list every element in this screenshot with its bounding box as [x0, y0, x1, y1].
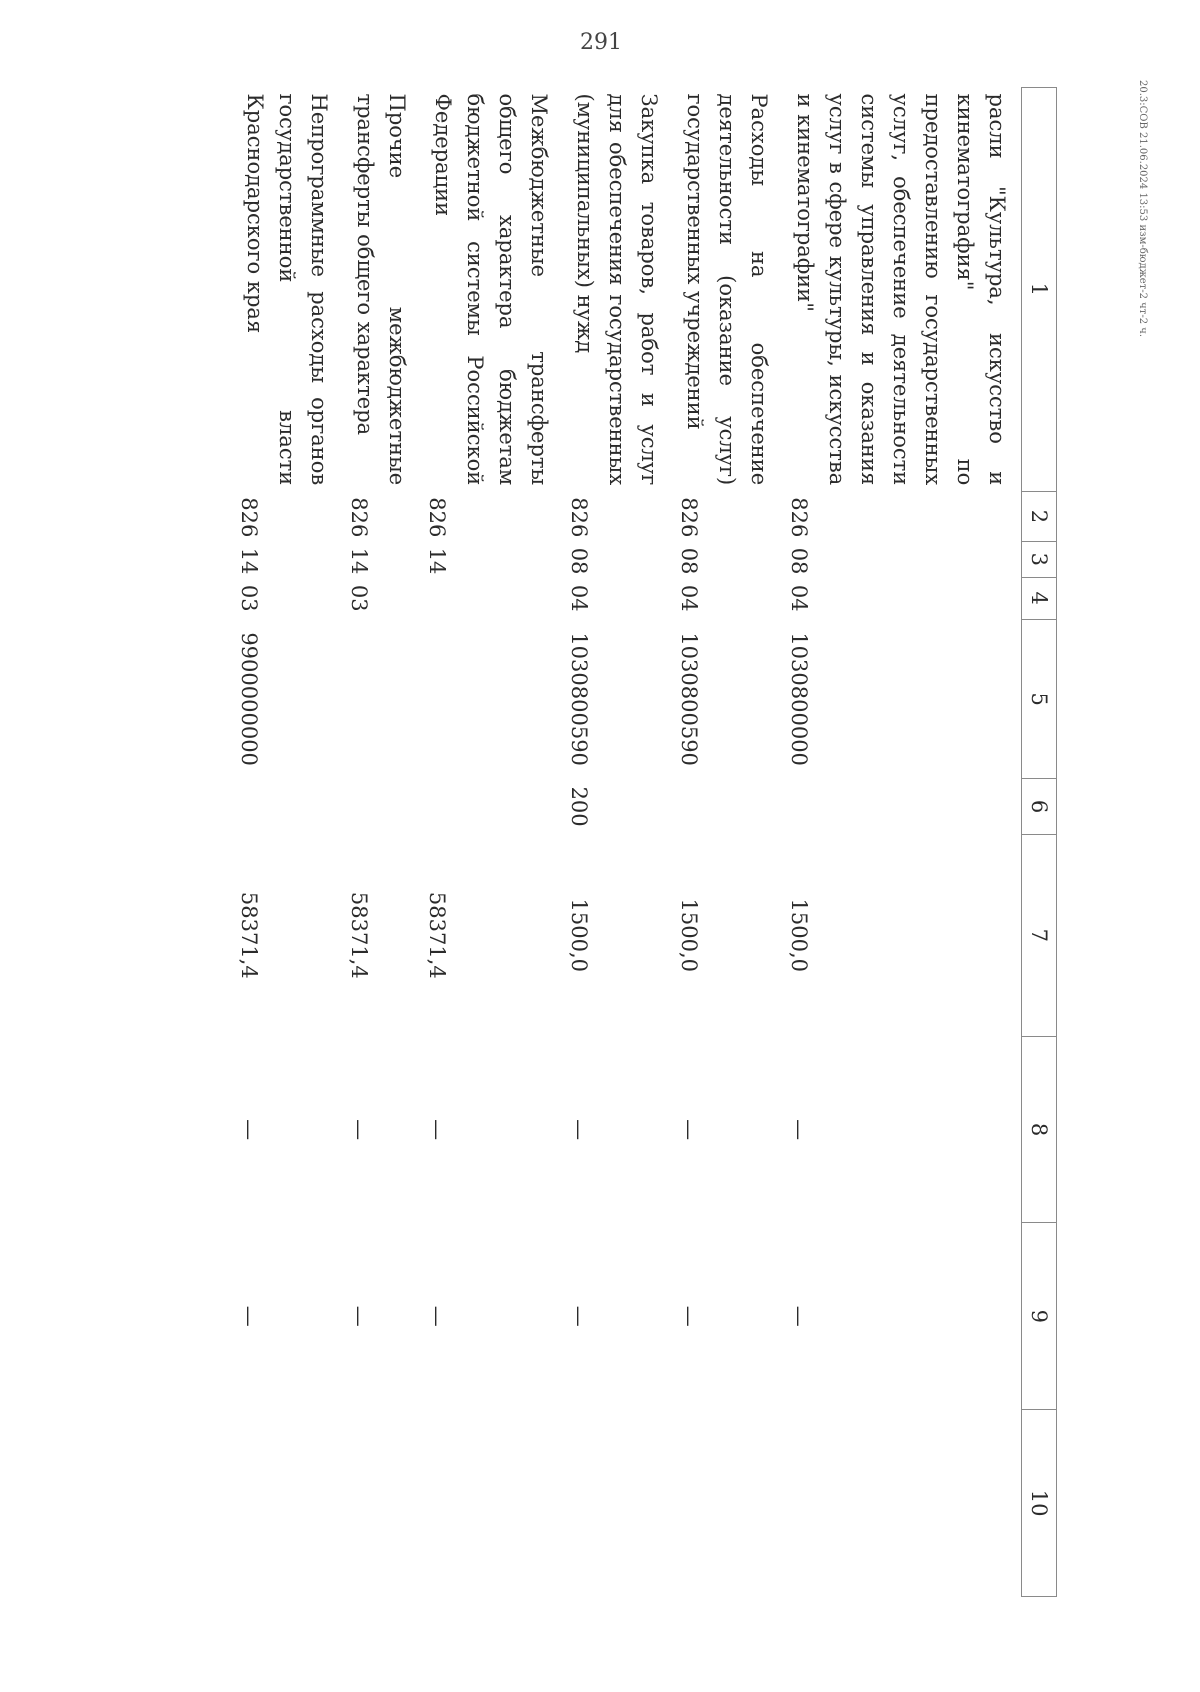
row-c10: — [237, 1305, 261, 1327]
table-row [233, 88, 343, 1597]
row-c5: 03 [237, 584, 261, 612]
footer-code: 20.3:СОВ 21.06.2024 13:53 изм-бюджет-2 чт-2 ч. [1137, 80, 1148, 338]
row-c10: — [787, 1305, 811, 1327]
table-header-row [1022, 88, 1057, 1597]
row-c5: 03 [347, 584, 371, 612]
table-row [563, 88, 673, 1597]
row-c9: — [425, 1119, 449, 1141]
row-c9: — [237, 1119, 261, 1141]
table-row [783, 88, 1022, 1597]
row-c7 [783, 779, 1022, 835]
table-row [421, 88, 563, 1597]
row-c8: 1500,0 [567, 898, 591, 973]
header-col-10: 10 [1022, 1410, 1057, 1597]
header-col-1: 1 [1022, 88, 1057, 492]
row-c10: — [567, 1305, 591, 1327]
row-name: Межбюджетные трансферты общего характера бюджетам бюджетной системы Российской Федерации [431, 93, 551, 486]
row-c6: 1030800590 [567, 632, 591, 766]
row-c4: 14 [425, 547, 449, 575]
row-c3: 826 [787, 497, 811, 538]
row-c6 [421, 619, 563, 778]
row-c5 [421, 577, 563, 619]
header-col-8: 8 [1022, 1036, 1057, 1223]
row-c7 [343, 779, 421, 835]
header-col-5: 5 [1022, 619, 1057, 778]
row-c7 [233, 779, 343, 835]
row-c7 [421, 779, 563, 835]
row-c4: 08 [677, 547, 701, 575]
row-c6: 1030800000 [787, 632, 811, 766]
row-name: расли "Культура, искусство и кинематография" по предоставлению государственных услуг, обеспечение деятельности системы управления и оказания услуг в сфере культуры, искусства и кинематографии" [793, 93, 1009, 486]
row-c3: 826 [237, 497, 261, 538]
row-c4: 08 [787, 547, 811, 575]
row-c4: 14 [237, 547, 261, 575]
row-c3: 826 [425, 497, 449, 538]
row-c3: 826 [347, 497, 371, 538]
row-c10: — [347, 1305, 371, 1327]
header-col-7: 7 [1022, 834, 1057, 1036]
row-c7 [673, 779, 783, 835]
header-col-2: 2 [1022, 491, 1057, 541]
row-c10: — [425, 1305, 449, 1327]
row-c8: 1500,0 [677, 898, 701, 973]
row-c8: 58371,4 [237, 891, 261, 979]
page-number: 291 [580, 30, 622, 55]
row-c5: 04 [787, 584, 811, 612]
row-c9: — [787, 1119, 811, 1141]
row-c3: 826 [567, 497, 591, 538]
table-row [673, 88, 783, 1597]
row-name: Непрограммные расходы органов государственной власти Краснодарского края [243, 93, 331, 486]
header-col-9: 9 [1022, 1223, 1057, 1410]
row-c9: — [677, 1119, 701, 1141]
row-name: Прочие межбюджетные трансферты общего характера [353, 93, 409, 486]
row-c6 [343, 619, 421, 778]
row-c9: — [347, 1119, 371, 1141]
header-col-6: 6 [1022, 779, 1057, 835]
row-c8: 58371,4 [347, 891, 371, 979]
budget-table [233, 87, 1057, 1597]
header-col-4: 4 [1022, 577, 1057, 619]
row-name: Расходы на обеспечение деятельности (оказание услуг) государственных учреждений [683, 93, 771, 486]
row-name: Закупка товаров, работ и услуг для обеспечения государственных (муниципальных) нужд [573, 93, 661, 486]
row-c7: 200 [567, 786, 591, 827]
row-c5: 04 [567, 584, 591, 612]
table-row [343, 88, 421, 1597]
row-c8: 58371,4 [425, 891, 449, 979]
row-c9: — [567, 1119, 591, 1141]
row-c10: — [677, 1305, 701, 1327]
row-c8: 1500,0 [787, 898, 811, 973]
header-col-3: 3 [1022, 542, 1057, 577]
row-c4: 08 [567, 547, 591, 575]
row-c4: 14 [347, 547, 371, 575]
rotated-table-container [177, 87, 1057, 1597]
row-c6: 1030800590 [677, 632, 701, 766]
row-c5: 04 [677, 584, 701, 612]
row-c6: 9900000000 [237, 632, 261, 766]
row-c3: 826 [677, 497, 701, 538]
